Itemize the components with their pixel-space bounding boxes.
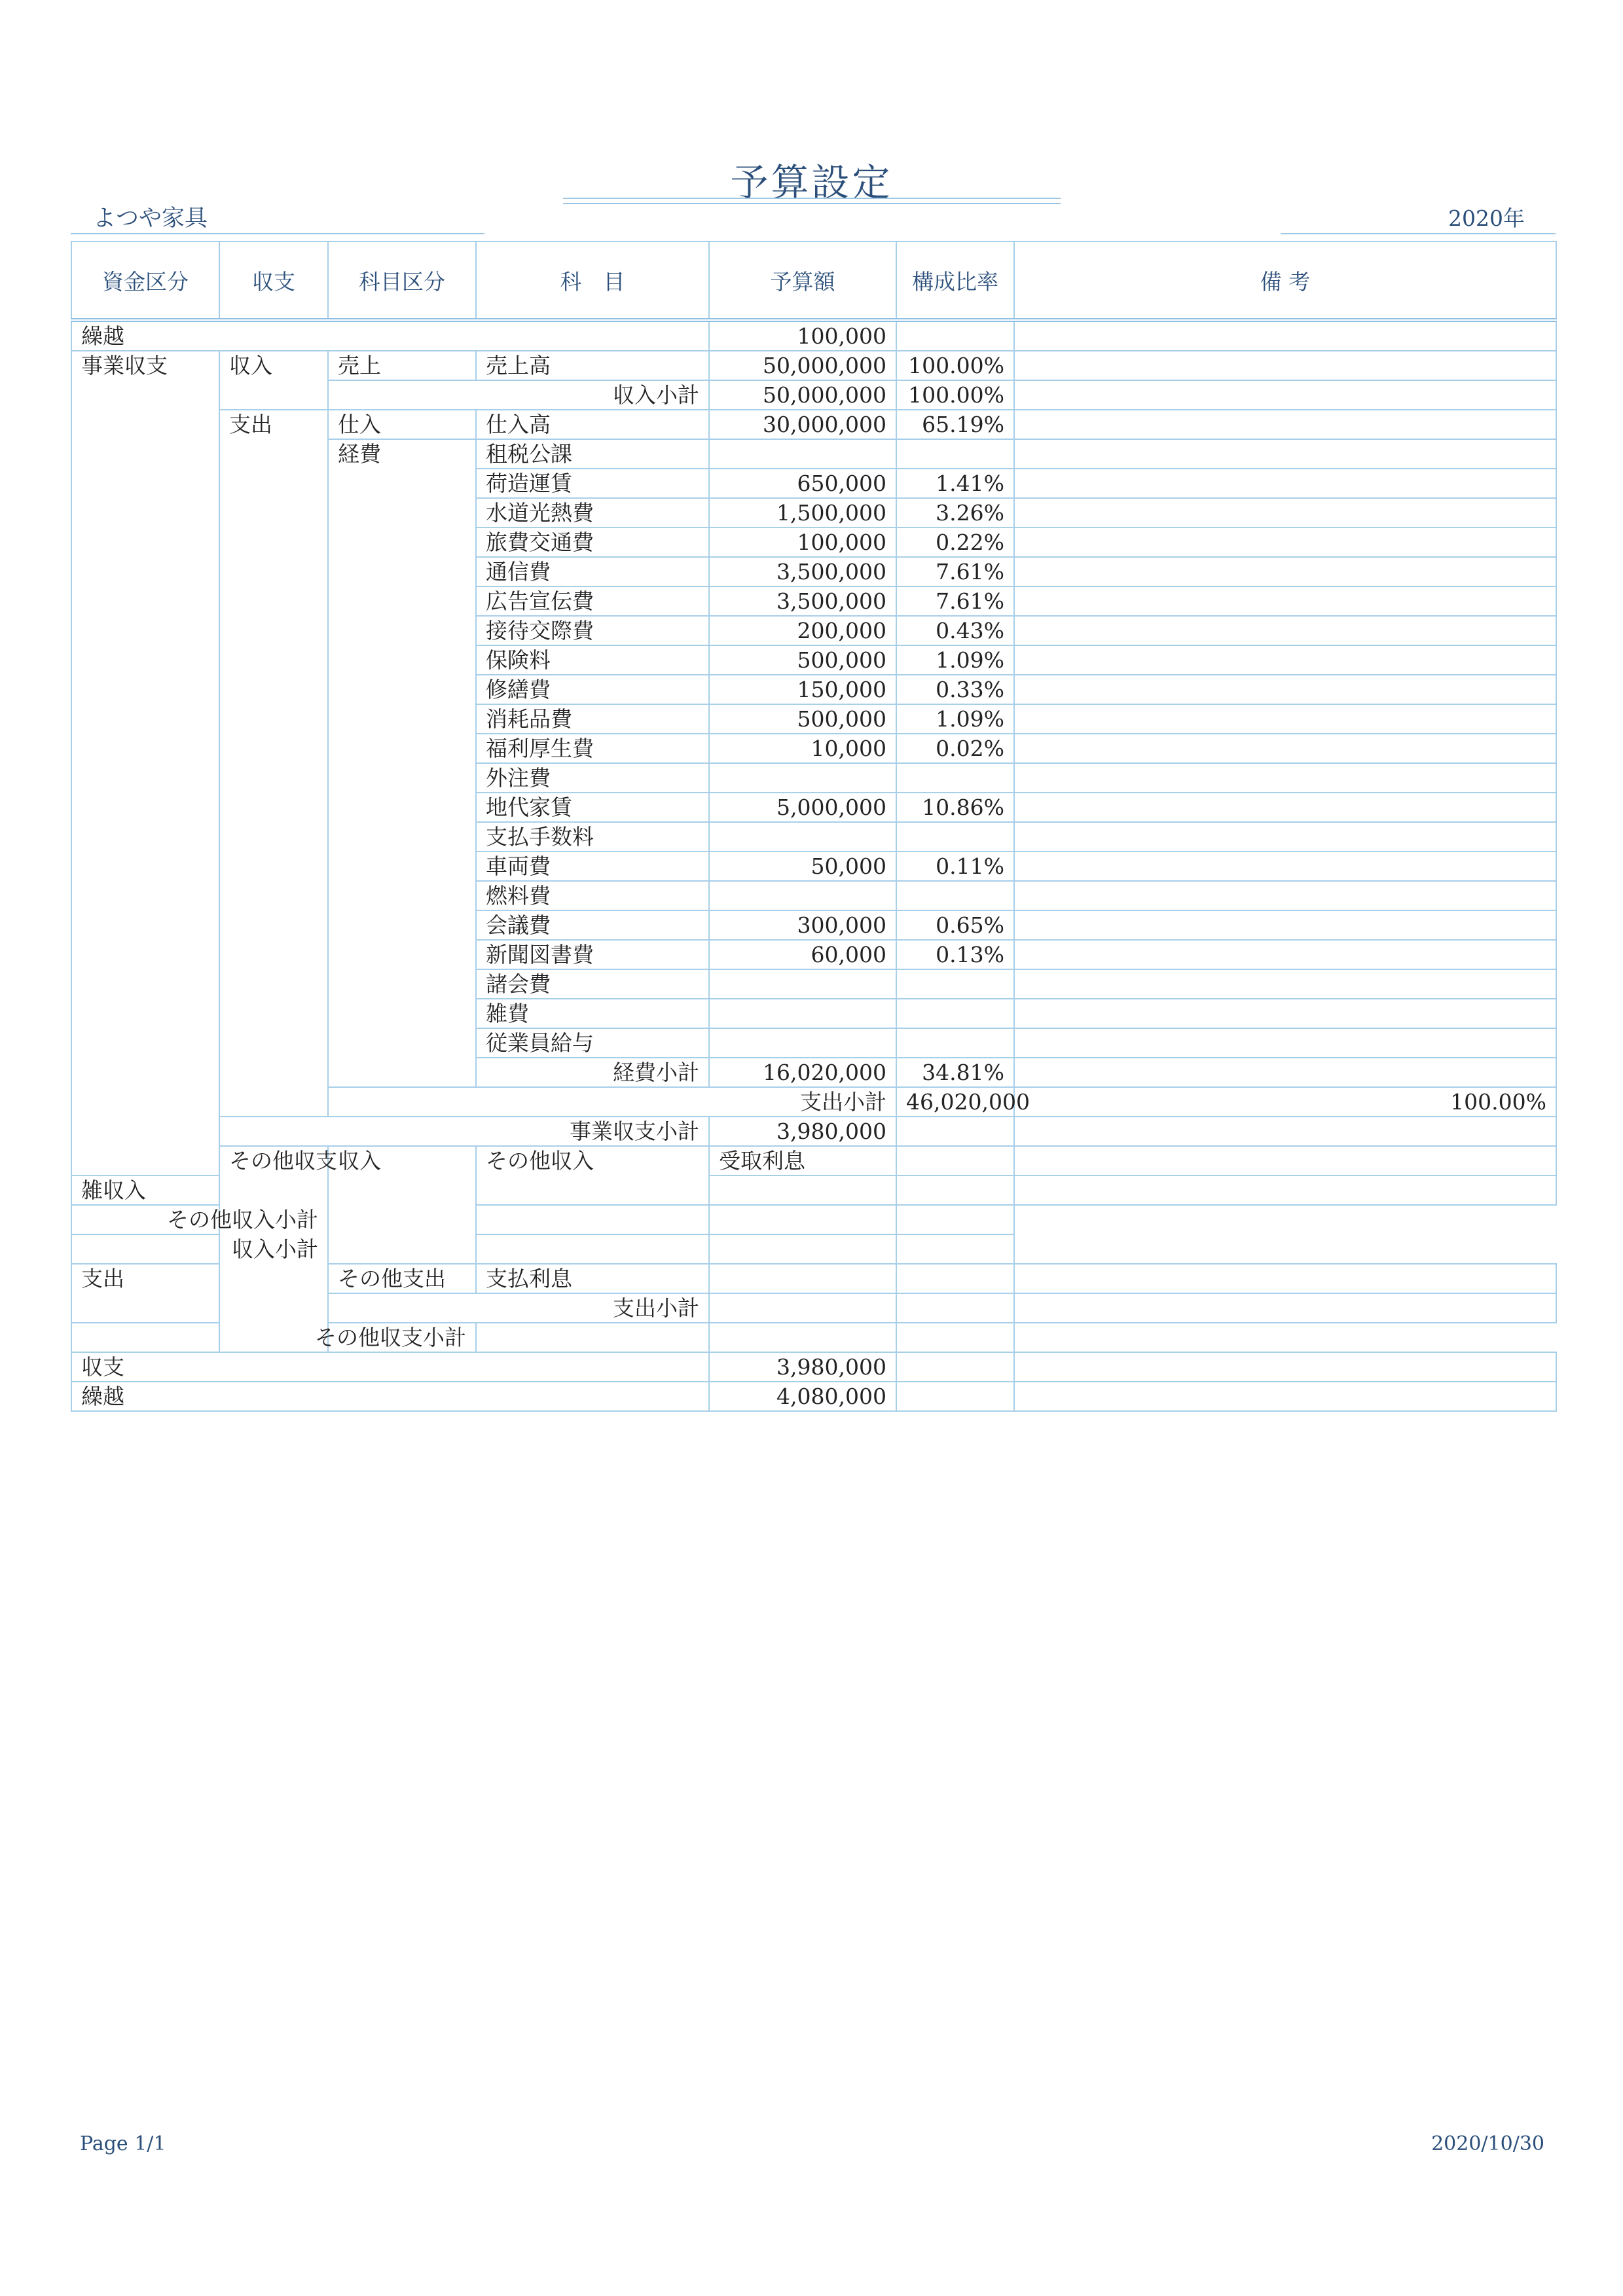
note-cell <box>1014 380 1556 410</box>
ratio-cell <box>709 1323 896 1352</box>
company-underline <box>71 233 484 234</box>
fund-biz: 事業収支 <box>71 351 219 1175</box>
category-other-expense: その他支出 <box>328 1264 476 1293</box>
item-cell: 広告宣伝費 <box>476 586 709 616</box>
note-cell <box>1014 1264 1556 1293</box>
item-cell: 従業員給与 <box>476 1028 709 1058</box>
budget-cell <box>709 999 896 1028</box>
budget-cell <box>709 763 896 793</box>
note-cell <box>1014 645 1556 675</box>
print-date: 2020/10/30 <box>1431 2132 1544 2155</box>
budget-cell: 100,000 <box>709 320 896 351</box>
budget-cell <box>709 1175 896 1205</box>
budget-cell: 3,980,000 <box>709 1117 896 1146</box>
note-cell <box>1014 1117 1556 1146</box>
budget-cell: 3,980,000 <box>709 1352 896 1382</box>
ratio-cell: 7.61% <box>896 586 1014 616</box>
budget-cell: 50,000,000 <box>709 380 896 410</box>
budget-cell: 5,000,000 <box>709 793 896 822</box>
budget-cell: 650,000 <box>709 469 896 498</box>
ratio-cell <box>896 1352 1014 1382</box>
ratio-cell <box>896 320 1014 351</box>
item-cell: 外注費 <box>476 763 709 793</box>
note-cell <box>1014 852 1556 881</box>
ratio-cell <box>896 1382 1014 1411</box>
header-budget: 予算額 <box>709 242 896 320</box>
header-item: 科 目 <box>476 242 709 320</box>
subtotal-label: 収入小計 <box>328 380 709 410</box>
item-cell: 接待交際費 <box>476 616 709 645</box>
item-cell: 雑収入 <box>71 1175 219 1205</box>
budget-cell: 200,000 <box>709 616 896 645</box>
ratio-cell <box>896 1028 1014 1058</box>
note-cell <box>1014 1028 1556 1058</box>
ratio-cell: 0.65% <box>896 910 1014 940</box>
inout-other-out: 支出 <box>71 1264 219 1323</box>
header-ratio: 構成比率 <box>896 242 1014 320</box>
item-cell: 保険料 <box>476 645 709 675</box>
ratio-cell <box>709 1234 896 1264</box>
ratio-cell: 0.22% <box>896 528 1014 557</box>
ratio-cell: 1.09% <box>896 645 1014 675</box>
ratio-cell <box>896 822 1014 852</box>
category-other-income: その他収入 <box>476 1146 709 1205</box>
subtotal-label: その他収入小計 <box>71 1205 328 1234</box>
item-cell: 会議費 <box>476 910 709 940</box>
budget-cell <box>896 1146 1014 1175</box>
note-cell <box>1014 351 1556 380</box>
subtotal-label: 支出小計 <box>328 1087 896 1117</box>
ratio-cell: 0.02% <box>896 734 1014 763</box>
note-cell <box>1014 528 1556 557</box>
subtotal-label: 支出小計 <box>328 1293 709 1323</box>
note-cell <box>1014 734 1556 763</box>
item-cell: 通信費 <box>476 557 709 586</box>
note-cell <box>1014 616 1556 645</box>
note-cell <box>896 1323 1014 1352</box>
budget-cell: 1,500,000 <box>709 498 896 528</box>
table-row <box>71 1117 1556 1146</box>
ratio-cell <box>896 881 1014 910</box>
ratio-cell <box>896 763 1014 793</box>
ratio-cell: 100.00% <box>896 380 1014 410</box>
table-row <box>71 1382 1556 1411</box>
note-cell <box>1014 557 1556 586</box>
budget-cell: 3,500,000 <box>709 557 896 586</box>
note-cell <box>1014 999 1556 1028</box>
note-cell <box>1014 1293 1556 1323</box>
note-cell <box>1014 439 1556 469</box>
budget-cell: 16,020,000 <box>709 1058 896 1087</box>
note-cell <box>1014 1352 1556 1382</box>
ratio-cell: 0.11% <box>896 852 1014 881</box>
note-cell <box>1014 793 1556 822</box>
item-cell: 消耗品費 <box>476 704 709 734</box>
item-cell: 車両費 <box>476 852 709 881</box>
budget-cell <box>476 1205 709 1234</box>
budget-cell: 150,000 <box>709 675 896 704</box>
ratio-cell: 1.09% <box>896 704 1014 734</box>
subtotal-label: 経費小計 <box>476 1058 709 1087</box>
budget-cell: 60,000 <box>709 940 896 969</box>
ratio-cell: 3.26% <box>896 498 1014 528</box>
item-cell: 修繕費 <box>476 675 709 704</box>
ratio-cell <box>896 1117 1014 1146</box>
item-cell: 福利厚生費 <box>476 734 709 763</box>
item-cell: 新聞図書費 <box>476 940 709 969</box>
item-cell: 諸会費 <box>476 969 709 999</box>
ratio-cell <box>896 1264 1014 1293</box>
budget-table <box>71 241 1557 1412</box>
note-cell <box>1014 822 1556 852</box>
note-cell <box>1014 675 1556 704</box>
inout-other-in: 収入 <box>328 1146 476 1264</box>
note-cell <box>1014 1175 1556 1205</box>
ratio-cell <box>896 439 1014 469</box>
budget-cell: 300,000 <box>709 910 896 940</box>
ratio-cell: 0.33% <box>896 675 1014 704</box>
company-name: よつや家具 <box>93 206 208 232</box>
ratio-cell: 0.43% <box>896 616 1014 645</box>
ratio-cell: 100.00% <box>1014 1087 1556 1117</box>
ratio-cell: 7.61% <box>896 557 1014 586</box>
year-underline <box>1281 233 1556 234</box>
ratio-cell <box>896 1175 1014 1205</box>
page-title: 予算設定 <box>730 160 893 205</box>
budget-cell: 30,000,000 <box>709 410 896 439</box>
item-cell: 支払手数料 <box>476 822 709 852</box>
category-expense: 経費 <box>328 439 476 1087</box>
category-purchase: 仕入 <box>328 410 476 439</box>
budget-cell <box>709 881 896 910</box>
ratio-cell <box>896 999 1014 1028</box>
item-cell: 地代家賃 <box>476 793 709 822</box>
budget-cell <box>476 1323 709 1352</box>
note-cell <box>1014 940 1556 969</box>
budget-cell <box>709 822 896 852</box>
item-cell: 売上高 <box>476 351 709 380</box>
item-cell: 支払利息 <box>476 1264 709 1293</box>
item-cell: 旅費交通費 <box>476 528 709 557</box>
balance-label: 収支 <box>71 1352 709 1382</box>
budget-cell: 100,000 <box>709 528 896 557</box>
budget-cell <box>709 439 896 469</box>
item-cell: 租税公課 <box>476 439 709 469</box>
carry-out-label: 繰越 <box>71 1382 709 1411</box>
item-cell: 燃料費 <box>476 881 709 910</box>
note-cell <box>896 1205 1014 1234</box>
budget-cell <box>476 1234 709 1264</box>
note-cell <box>1014 1058 1556 1087</box>
carry-in-label: 繰越 <box>71 320 709 351</box>
budget-cell: 500,000 <box>709 704 896 734</box>
note-cell <box>1014 320 1556 351</box>
budget-cell: 50,000,000 <box>709 351 896 380</box>
inout-biz-out: 支出 <box>219 410 328 1117</box>
budget-cell: 46,020,000 <box>896 1087 1014 1117</box>
note-cell <box>1014 586 1556 616</box>
note-cell <box>1014 910 1556 940</box>
ratio-cell: 0.13% <box>896 940 1014 969</box>
header-row <box>71 242 1556 320</box>
budget-cell: 50,000 <box>709 852 896 881</box>
header-fund: 資金区分 <box>71 242 219 320</box>
ratio-cell: 100.00% <box>896 351 1014 380</box>
budget-cell: 3,500,000 <box>709 586 896 616</box>
budget-cell <box>709 1264 896 1293</box>
ratio-cell: 1.41% <box>896 469 1014 498</box>
item-cell: 水道光熱費 <box>476 498 709 528</box>
table-row <box>71 410 1556 439</box>
budget-cell: 4,080,000 <box>709 1382 896 1411</box>
ratio-cell <box>709 1205 896 1234</box>
title-underline-2 <box>563 203 1061 204</box>
subtotal-label: その他収支小計 <box>71 1323 476 1352</box>
budget-cell: 10,000 <box>709 734 896 763</box>
title-underline <box>563 198 1061 199</box>
fiscal-year: 2020年 <box>1448 206 1525 231</box>
note-cell <box>1014 498 1556 528</box>
inout-biz-in: 収入 <box>219 351 328 410</box>
note-cell <box>1014 881 1556 910</box>
budget-cell <box>709 969 896 999</box>
note-cell <box>896 1234 1014 1264</box>
fund-other: その他収支 <box>219 1146 328 1352</box>
note-cell <box>1014 469 1556 498</box>
note-cell <box>1014 763 1556 793</box>
ratio-cell: 10.86% <box>896 793 1014 822</box>
header-category: 科目区分 <box>328 242 476 320</box>
table-row <box>71 1205 1556 1234</box>
subtotal-label: 事業収支小計 <box>219 1117 709 1146</box>
item-cell: 雑費 <box>476 999 709 1028</box>
header-inout: 収支 <box>219 242 328 320</box>
table-row <box>71 1323 1556 1352</box>
budget-cell <box>709 1028 896 1058</box>
table-row <box>71 351 1556 380</box>
note-cell <box>1014 410 1556 439</box>
table-row <box>71 1234 1556 1264</box>
note-cell <box>1014 704 1556 734</box>
ratio-cell <box>896 1293 1014 1323</box>
item-cell: 荷造運賃 <box>476 469 709 498</box>
table-row <box>71 1146 1556 1175</box>
budget-cell <box>709 1293 896 1323</box>
ratio-cell: 65.19% <box>896 410 1014 439</box>
ratio-cell <box>896 969 1014 999</box>
table-row <box>71 320 1556 351</box>
note-cell <box>1014 1382 1556 1411</box>
item-cell: 仕入高 <box>476 410 709 439</box>
subtotal-label: 収入小計 <box>71 1234 328 1264</box>
note-cell <box>1014 969 1556 999</box>
header-note: 備 考 <box>1014 242 1556 320</box>
category-sales: 売上 <box>328 351 476 380</box>
budget-cell: 500,000 <box>709 645 896 675</box>
ratio-cell: 34.81% <box>896 1058 1014 1087</box>
item-cell: 受取利息 <box>709 1146 896 1175</box>
page-number: Page 1/1 <box>80 2132 166 2155</box>
ratio-cell <box>1014 1146 1556 1175</box>
table-row <box>71 1352 1556 1382</box>
